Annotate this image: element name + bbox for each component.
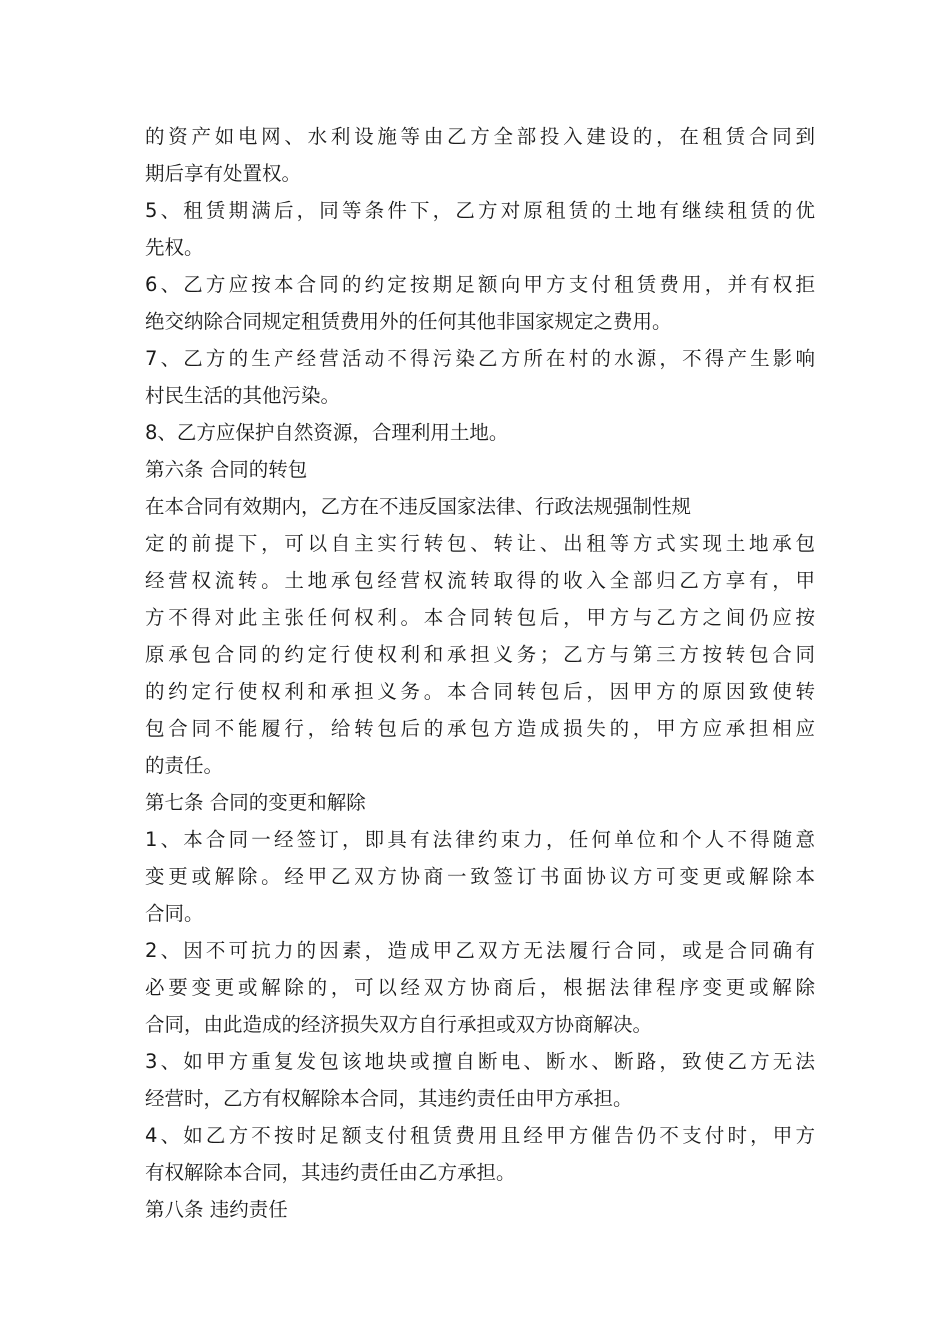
section-heading: 第七条 合同的变更和解除 [145,791,366,814]
text-line: 合同。 [145,902,204,925]
text-line: 合同，由此造成的经济损失双方自行承担或双方协商解决。 [145,1013,653,1036]
text-line: 4、如乙方不按时足额支付租赁费用且经甲方催告仍不支付时，甲方 [145,1124,815,1147]
text-line: 经营权流转。土地承包经营权流转取得的收入全部归乙方享有，甲 [145,569,815,592]
text-line: 经营时，乙方有权解除本合同，其违约责任由甲方承担。 [145,1087,633,1110]
text-line: 必要变更或解除的，可以经双方协商后，根据法律程序变更或解除 [145,976,815,999]
section-heading: 第八条 违约责任 [145,1198,288,1221]
text-line: 的约定行使权利和承担义务。本合同转包后，因甲方的原因致使转 [145,680,815,703]
text-line: 5、租赁期满后，同等条件下，乙方对原租赁的土地有继续租赁的优 [145,199,815,222]
text-line: 绝交纳除合同规定租赁费用外的任何其他非国家规定之费用。 [145,310,672,333]
text-line: 期后享有处置权。 [145,162,302,185]
text-line: 村民生活的其他污染。 [145,384,341,407]
text-line: 定的前提下，可以自主实行转包、转让、出租等方式实现土地承包 [145,532,815,555]
document-body [145,118,815,1228]
text-line: 3、如甲方重复发包该地块或擅自断电、断水、断路，致使乙方无法 [145,1050,815,1073]
text-line: 的资产如电网、水利设施等由乙方全部投入建设的，在租赁合同到 [145,125,815,148]
text-line: 6、乙方应按本合同的约定按期足额向甲方支付租赁费用，并有权拒 [145,273,815,296]
text-line: 在本合同有效期内，乙方在不违反国家法律、行政法规强制性规 [145,495,692,518]
text-line: 的责任。 [145,754,224,777]
text-line: 先权。 [145,236,204,259]
text-line: 有权解除本合同，其违约责任由乙方承担。 [145,1161,516,1184]
text-line: 8、乙方应保护自然资源，合理利用土地。 [145,421,509,444]
text-line: 原承包合同的约定行使权利和承担义务；乙方与第三方按转包合同 [145,643,815,666]
text-line: 变更或解除。经甲乙双方协商一致签订书面协议方可变更或解除本 [145,865,815,888]
text-line: 方不得对此主张任何权利。本合同转包后，甲方与乙方之间仍应按 [145,606,815,629]
text-line: 2、因不可抗力的因素，造成甲乙双方无法履行合同，或是合同确有 [145,939,815,962]
text-line: 包合同不能履行，给转包后的承包方造成损失的，甲方应承担相应 [145,717,815,740]
text-line: 7、乙方的生产经营活动不得污染乙方所在村的水源，不得产生影响 [145,347,815,370]
text-line: 1、本合同一经签订，即具有法律约束力，任何单位和个人不得随意 [145,828,815,851]
section-heading: 第六条 合同的转包 [145,458,308,481]
